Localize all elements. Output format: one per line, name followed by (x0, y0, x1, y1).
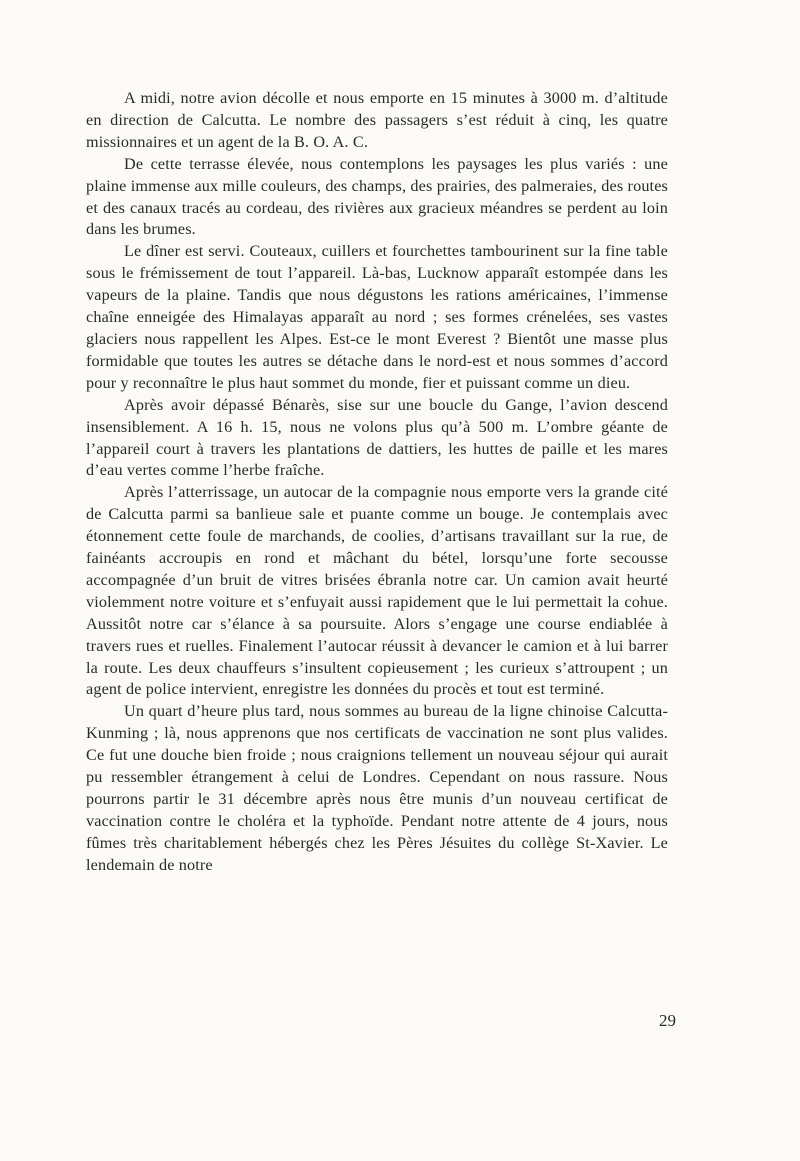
paragraph-vaccination: Un quart d’heure plus tard, nous sommes au bureau de la ligne chinoise Calcutta-Kunming ; là, nous apprenons que nos certificats de vaccination ne sont plus valides. Ce fut une douche bien froide ; nous craignions tellement un nouveau séjour qui aurait pu ressembler étrangement à celui de Londres. Cependant on nous rassure. Nous pourrons partir le 31 décembre après nous être munis d’un nouveau certificat de vaccination contre le choléra et la typhoïde. Pendant notre attente de 4 jours, nous fûmes très charitablement hébergés chez les Pères Jésuites du collège St-Xavier. Le lendemain de notre (86, 702, 668, 874)
page-number: 29 (659, 1011, 676, 1030)
paragraph-landscape: De cette terrasse élevée, nous contemplons les paysages les plus variés : une plaine immense aux mille couleurs, des champs, des prairies, des palmeraies, des routes et des canaux tracés au cordeau, des rivières aux gracieux méandres se perdent au loin dans les brumes. (86, 154, 668, 239)
paragraph-benares-descent: Après avoir dépassé Bénarès, sise sur une boucle du Gange, l’avion descend insensiblement. A 16 h. 15, nous ne volons plus qu’à 500 m. L’ombre géante de l’appareil court à travers les plantations de dattiers, les huttes de paille et les mares d’eau vertes comme l’herbe fraîche. (86, 395, 668, 480)
paragraph-departure: A midi, notre avion décolle et nous emporte en 15 minutes à 3000 m. d’altitude en direction de Calcutta. Le nombre des passagers s’est réduit à cinq, les quatre missionnaires et un agent de la B. O. A. C. (86, 89, 668, 151)
paragraph-dinner-himalayas: Le dîner est servi. Couteaux, cuillers et fourchettes tambourinent sur la fine table sous le frémissement de tout l’appareil. Là-bas, Lucknow apparaît estompée dans les vapeurs de la plaine. Tandis que nous dégustons les rations américaines, l’immense chaîne enneigée des Himalayas apparaît au nord ; ses formes crénelées, ses vastes glaciers nous rappellent les Alpes. Est-ce le mont Everest ? Bientôt une masse plus formidable que toutes les autres se détache dans le nord-est et nous sommes d’accord pour y reconnaître le plus haut sommet du monde, fier et puissant comme un dieu. (86, 242, 668, 392)
body-text (86, 88, 668, 877)
paragraph-calcutta-arrival: Après l’atterrissage, un autocar de la compagnie nous emporte vers la grande cité de Calcutta parmi sa banlieue sale et puante comme un bouge. Je contemplais avec étonnement cette foule de marchands, de coolies, d’artisans travaillant sur la rue, de fainéants accroupis en rond et mâchant du bétel, lorsqu’une forte secousse accompagnée d’un bruit de vitres brisées ébranla notre car. Un camion avait heurté violemment notre voiture et s’enfuyait aussi rapidement que le lui permettait la cohue. Aussitôt notre car s’élance à sa poursuite. Alors s’engage une course endiablée à travers rues et ruelles. Finalement l’autocar réussit à devancer le camion et à lui barrer la route. Les deux chauffeurs s’insultent copieusement ; les curieux s’attroupent ; un agent de police intervient, enregistre les données du procès et tout est terminé. (86, 483, 668, 699)
